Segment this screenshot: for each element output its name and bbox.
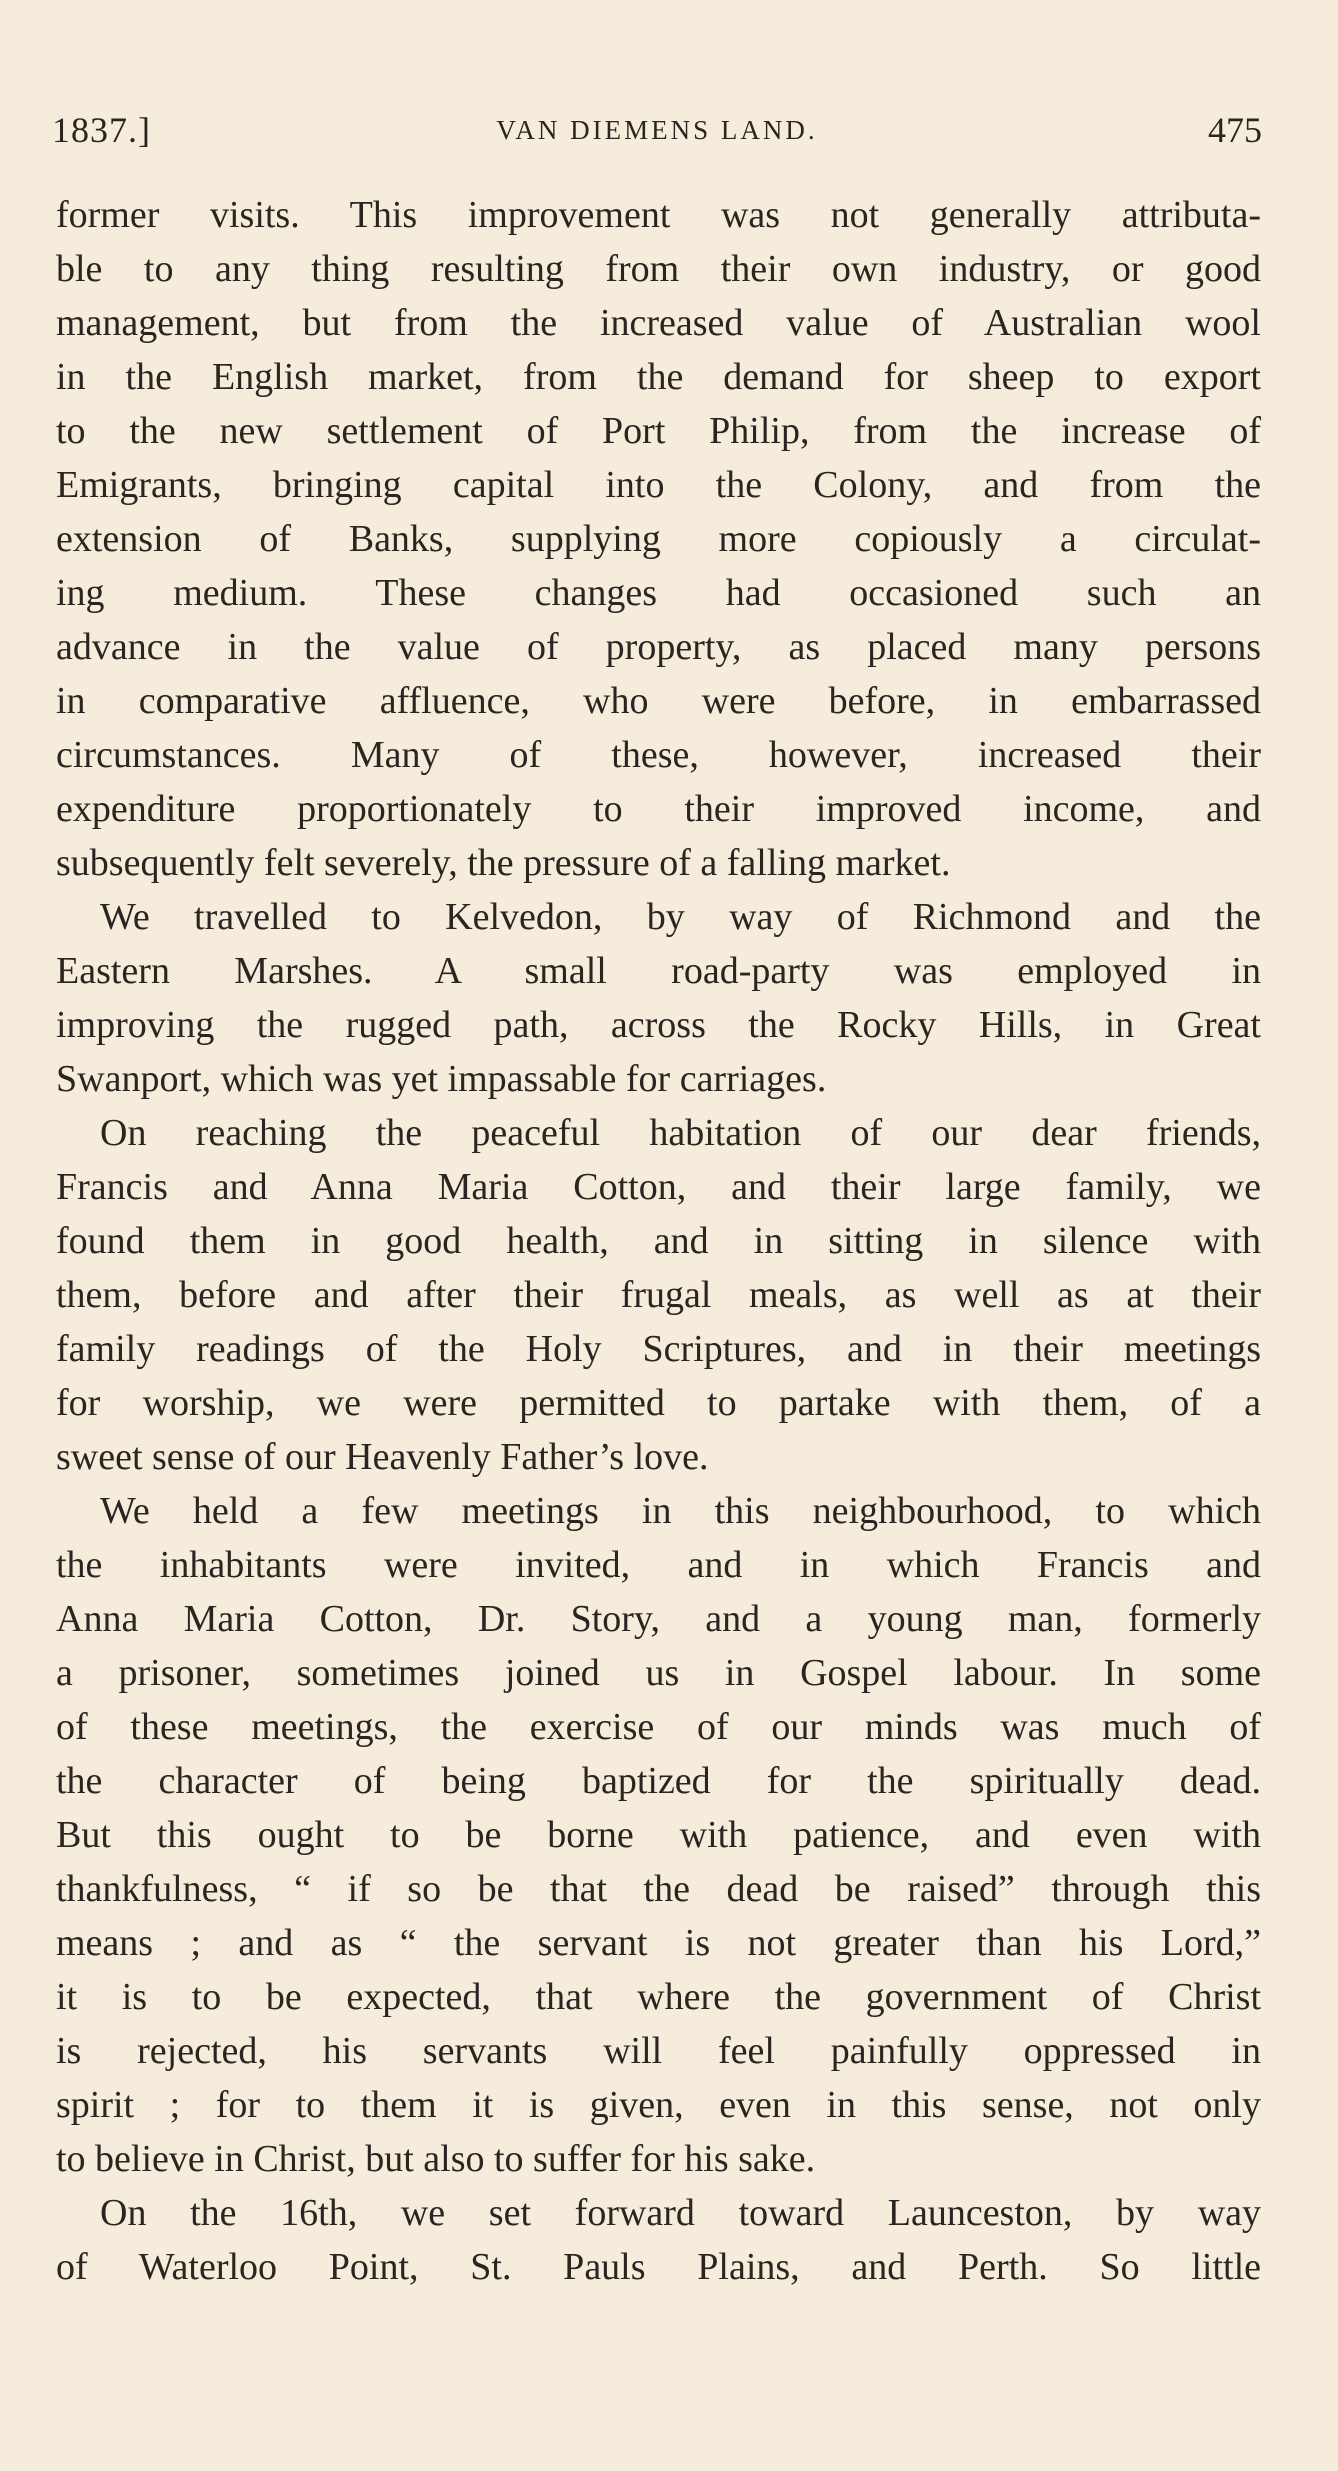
text-line: We held a few meetings in this neighbourhood, to which	[100, 1490, 1261, 1532]
text-line: On the 16th, we set forward toward Launceston, by way	[100, 2192, 1261, 2234]
text-line: Francis and Anna Maria Cotton, and their large family, we	[56, 1166, 1261, 1208]
header-year: 1837.]	[52, 110, 151, 150]
text-line: thankfulness, “ if so be that the dead be raised” through this	[56, 1868, 1261, 1910]
text-line: is rejected, his servants will feel painfully oppressed in	[56, 2030, 1261, 2072]
text-line: improving the rugged path, across the Rocky Hills, in Great	[56, 1004, 1261, 1046]
text-line: expenditure proportionately to their improved income, and	[56, 788, 1261, 830]
text-line: ing medium. These changes had occasioned such an	[56, 572, 1261, 614]
text-line: the character of being baptized for the spiritually dead.	[56, 1760, 1261, 1802]
text-line: management, but from the increased value of Australian wool	[56, 302, 1261, 344]
text-line: spirit ; for to them it is given, even in this sense, not only	[56, 2084, 1261, 2126]
text-line: But this ought to be borne with patience, and even with	[56, 1814, 1261, 1856]
text-line: sweet sense of our Heavenly Father’s love.	[56, 1436, 709, 1478]
text-line: extension of Banks, supplying more copiously a circulat-	[56, 518, 1261, 560]
page-number: 475	[1208, 110, 1262, 150]
text-line: Swanport, which was yet impassable for carriages.	[56, 1058, 827, 1100]
running-header	[52, 100, 1262, 160]
text-line: Anna Maria Cotton, Dr. Story, and a young man, formerly	[56, 1598, 1261, 1640]
text-line: On reaching the peaceful habitation of our dear friends,	[100, 1112, 1261, 1154]
text-line: advance in the value of property, as placed many persons	[56, 626, 1261, 668]
header-title: VAN DIEMENS LAND.	[496, 115, 818, 145]
text-line: of Waterloo Point, St. Pauls Plains, and Perth. So little	[56, 2246, 1261, 2288]
text-line: family readings of the Holy Scriptures, and in their meetings	[56, 1328, 1261, 1370]
text-line: a prisoner, sometimes joined us in Gospel labour. In some	[56, 1652, 1261, 1694]
text-line: the inhabitants were invited, and in which Francis and	[56, 1544, 1261, 1586]
text-line: circumstances. Many of these, however, increased their	[56, 734, 1261, 776]
text-line: to the new settlement of Port Philip, from the increase of	[56, 410, 1261, 452]
text-line: former visits. This improvement was not generally attributa-	[56, 194, 1261, 236]
text-line: of these meetings, the exercise of our minds was much of	[56, 1706, 1261, 1748]
body-text	[56, 188, 1261, 2294]
text-line: it is to be expected, that where the government of Christ	[56, 1976, 1261, 2018]
text-line: ble to any thing resulting from their own industry, or good	[56, 248, 1261, 290]
text-line: Eastern Marshes. A small road-party was employed in	[56, 950, 1261, 992]
text-line: Emigrants, bringing capital into the Colony, and from the	[56, 464, 1261, 506]
text-line: in comparative affluence, who were before, in embarrassed	[56, 680, 1261, 722]
text-line: to believe in Christ, but also to suffer for his sake.	[56, 2138, 816, 2180]
text-line: subsequently felt severely, the pressure of a falling market.	[56, 842, 951, 884]
text-line: them, before and after their frugal meals, as well as at their	[56, 1274, 1261, 1316]
text-line: We travelled to Kelvedon, by way of Richmond and the	[100, 896, 1261, 938]
text-line: in the English market, from the demand for sheep to export	[56, 356, 1261, 398]
text-line: for worship, we were permitted to partake with them, of a	[56, 1382, 1261, 1424]
text-line: found them in good health, and in sitting in silence with	[56, 1220, 1261, 1262]
text-line: means ; and as “ the servant is not greater than his Lord,”	[56, 1922, 1261, 1964]
